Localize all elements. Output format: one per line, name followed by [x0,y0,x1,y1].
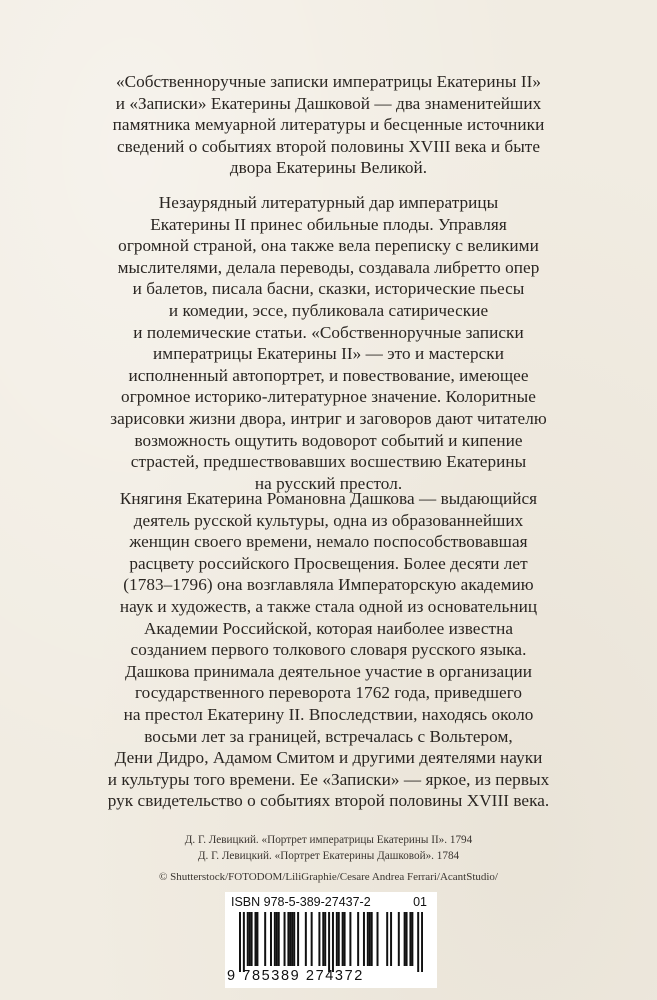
barcode-bar [377,912,379,966]
isbn-number: ISBN 978-5-389-27437-2 [231,895,371,909]
barcode-bar [338,912,340,966]
barcode-bar [411,912,413,966]
barcode-bar [421,912,423,972]
barcode-bar [291,912,293,966]
caption-catherine-portrait: Д. Г. Левицкий. «Портрет императрицы Екатерины II». 1794 [184,834,473,846]
text-line: страстей, предшествовавших восшествию Екатерины [130,452,527,472]
barcode-bar [409,912,411,966]
text-line: (1783–1796) она возглавляла Императорскую академию [123,575,534,595]
text-line: сведений о событиях второй половины XVIII века и быте [116,136,541,156]
text-line: на русский престол. [254,473,403,493]
image-credits [60,869,597,885]
barcode-bar [254,912,256,966]
barcode-bar [367,912,369,966]
barcode-bar [404,912,406,966]
barcode-bar [239,912,241,972]
text-line: императрицы Екатерины II» — это и мастерски [153,344,504,364]
barcode-bar [328,912,330,972]
text-line: и полемические статьи. «Собственноручные записки [133,322,524,342]
barcode-bar [332,912,334,972]
text-line: «Собственноручные записки императрицы Екатерины II» [115,72,542,91]
barcode-bar [293,912,295,966]
illustration-captions [60,832,597,864]
barcode-bar [278,912,280,966]
barcode-bar [349,912,351,966]
barcode-bar [342,912,344,966]
barcode-bar [256,912,258,966]
text-line: созданием первого толкового словаря русского языка. [130,640,527,660]
caption-dashkova-portrait: Д. Г. Левицкий. «Портрет Екатерины Дашковой». 1784 [197,850,460,862]
barcode-bar [406,912,408,966]
barcode-bar [305,912,307,966]
barcode-bar [287,912,289,966]
text-line: Академии Российской, которая наиболее известна [143,618,514,638]
barcode-bar [274,912,276,966]
paragraph-catherine [60,192,597,494]
text-line: исполненный автопортрет, и повествование, имеющее [128,365,529,385]
text-line: и комедии, эссе, публиковала сатирические [168,300,489,320]
text-line: деятель русской культуры, одна из образованнейших [133,510,524,530]
barcode-bar [284,912,286,966]
barcode-bar [264,912,266,966]
barcode-bar [398,912,400,966]
text-line: Княгиня Екатерина Романовна Дашкова — выдающийся [119,489,538,508]
isbn-addon-code: 01 [413,895,427,909]
barcode-bar [270,912,272,966]
barcode-bar [390,912,392,966]
text-line: рук свидетельство о событиях второй половины XVIII века. [107,791,550,811]
text-line: огромной страной, она также вела переписку с великими [118,236,539,256]
barcode-bar [369,912,371,966]
barcode-bars [239,912,423,972]
text-line: расцвету российского Просвещения. Более десяти лет [129,553,528,573]
text-line: женщин своего времени, немало поспособствовавшая [129,532,528,552]
barcode-bar [276,912,278,966]
text-line: и балетов, писала басни, сказки, исторические пьесы [132,279,525,299]
text-line: двора Екатерины Великой. [229,158,428,178]
paragraph-intro [60,71,597,179]
ean-digits: 9 785389 274372 [227,968,364,984]
text-line: государственного переворота 1762 года, приведшего [134,683,523,703]
paragraph-dashkova [60,488,597,812]
text-line: на престол Екатерину II. Впоследствии, находясь около [123,704,534,724]
barcode-bar [249,912,251,966]
text-line: и культуры того времени. Ее «Записки» — яркое, из первых [107,769,550,789]
text-line: и «Записки» Екатерины Дашковой — два знаменитейших [115,93,542,113]
barcode-bar [357,912,359,966]
barcode-bar [324,912,326,966]
text-line: зарисовки жизни двора, интриг и заговоров дают читателю [110,408,547,428]
barcode-bar [311,912,313,966]
barcode-bar [289,912,291,966]
credits-line: © Shutterstock/FOTODOM/LiliGraphie/Cesare Andrea Ferrari/AcantStudio/ [158,871,498,883]
text-line: памятника мемуарной литературы и бесценные источники [112,115,545,135]
text-line: наук и художеств, а также стала одной из основательниц [119,596,538,616]
barcode-bar [318,912,320,966]
text-line: Дашкова принимала деятельное участие в организации [125,661,532,681]
barcode-bar [251,912,253,966]
text-line: восьми лет за границей, встречалась с Вольтером, [144,726,513,746]
barcode-bar [322,912,324,966]
barcode-bar [297,912,299,966]
barcode-bar [386,912,388,966]
barcode-bar [363,912,365,966]
text-line: Дени Дидро, Адамом Смитом и другими деятелями науки [114,748,543,768]
isbn-text-row [231,895,431,909]
text-line: Незаурядный литературный дар императрицы [158,193,499,212]
barcode-bar [247,912,249,966]
barcode-bar [336,912,338,966]
text-line: мыслителями, делала переводы, создавала либретто опер [117,257,540,277]
text-line: Екатерины II принес обильные плоды. Управляя [150,214,507,234]
barcode-bar [417,912,419,972]
barcode-bar [243,912,245,972]
barcode-bar [371,912,373,966]
barcode-bar [344,912,346,966]
text-line: огромное историко-литературное значение. Колоритные [121,387,536,407]
isbn-barcode [225,892,437,988]
text-line: возможность ощутить водоворот событий и кипение [134,430,523,450]
